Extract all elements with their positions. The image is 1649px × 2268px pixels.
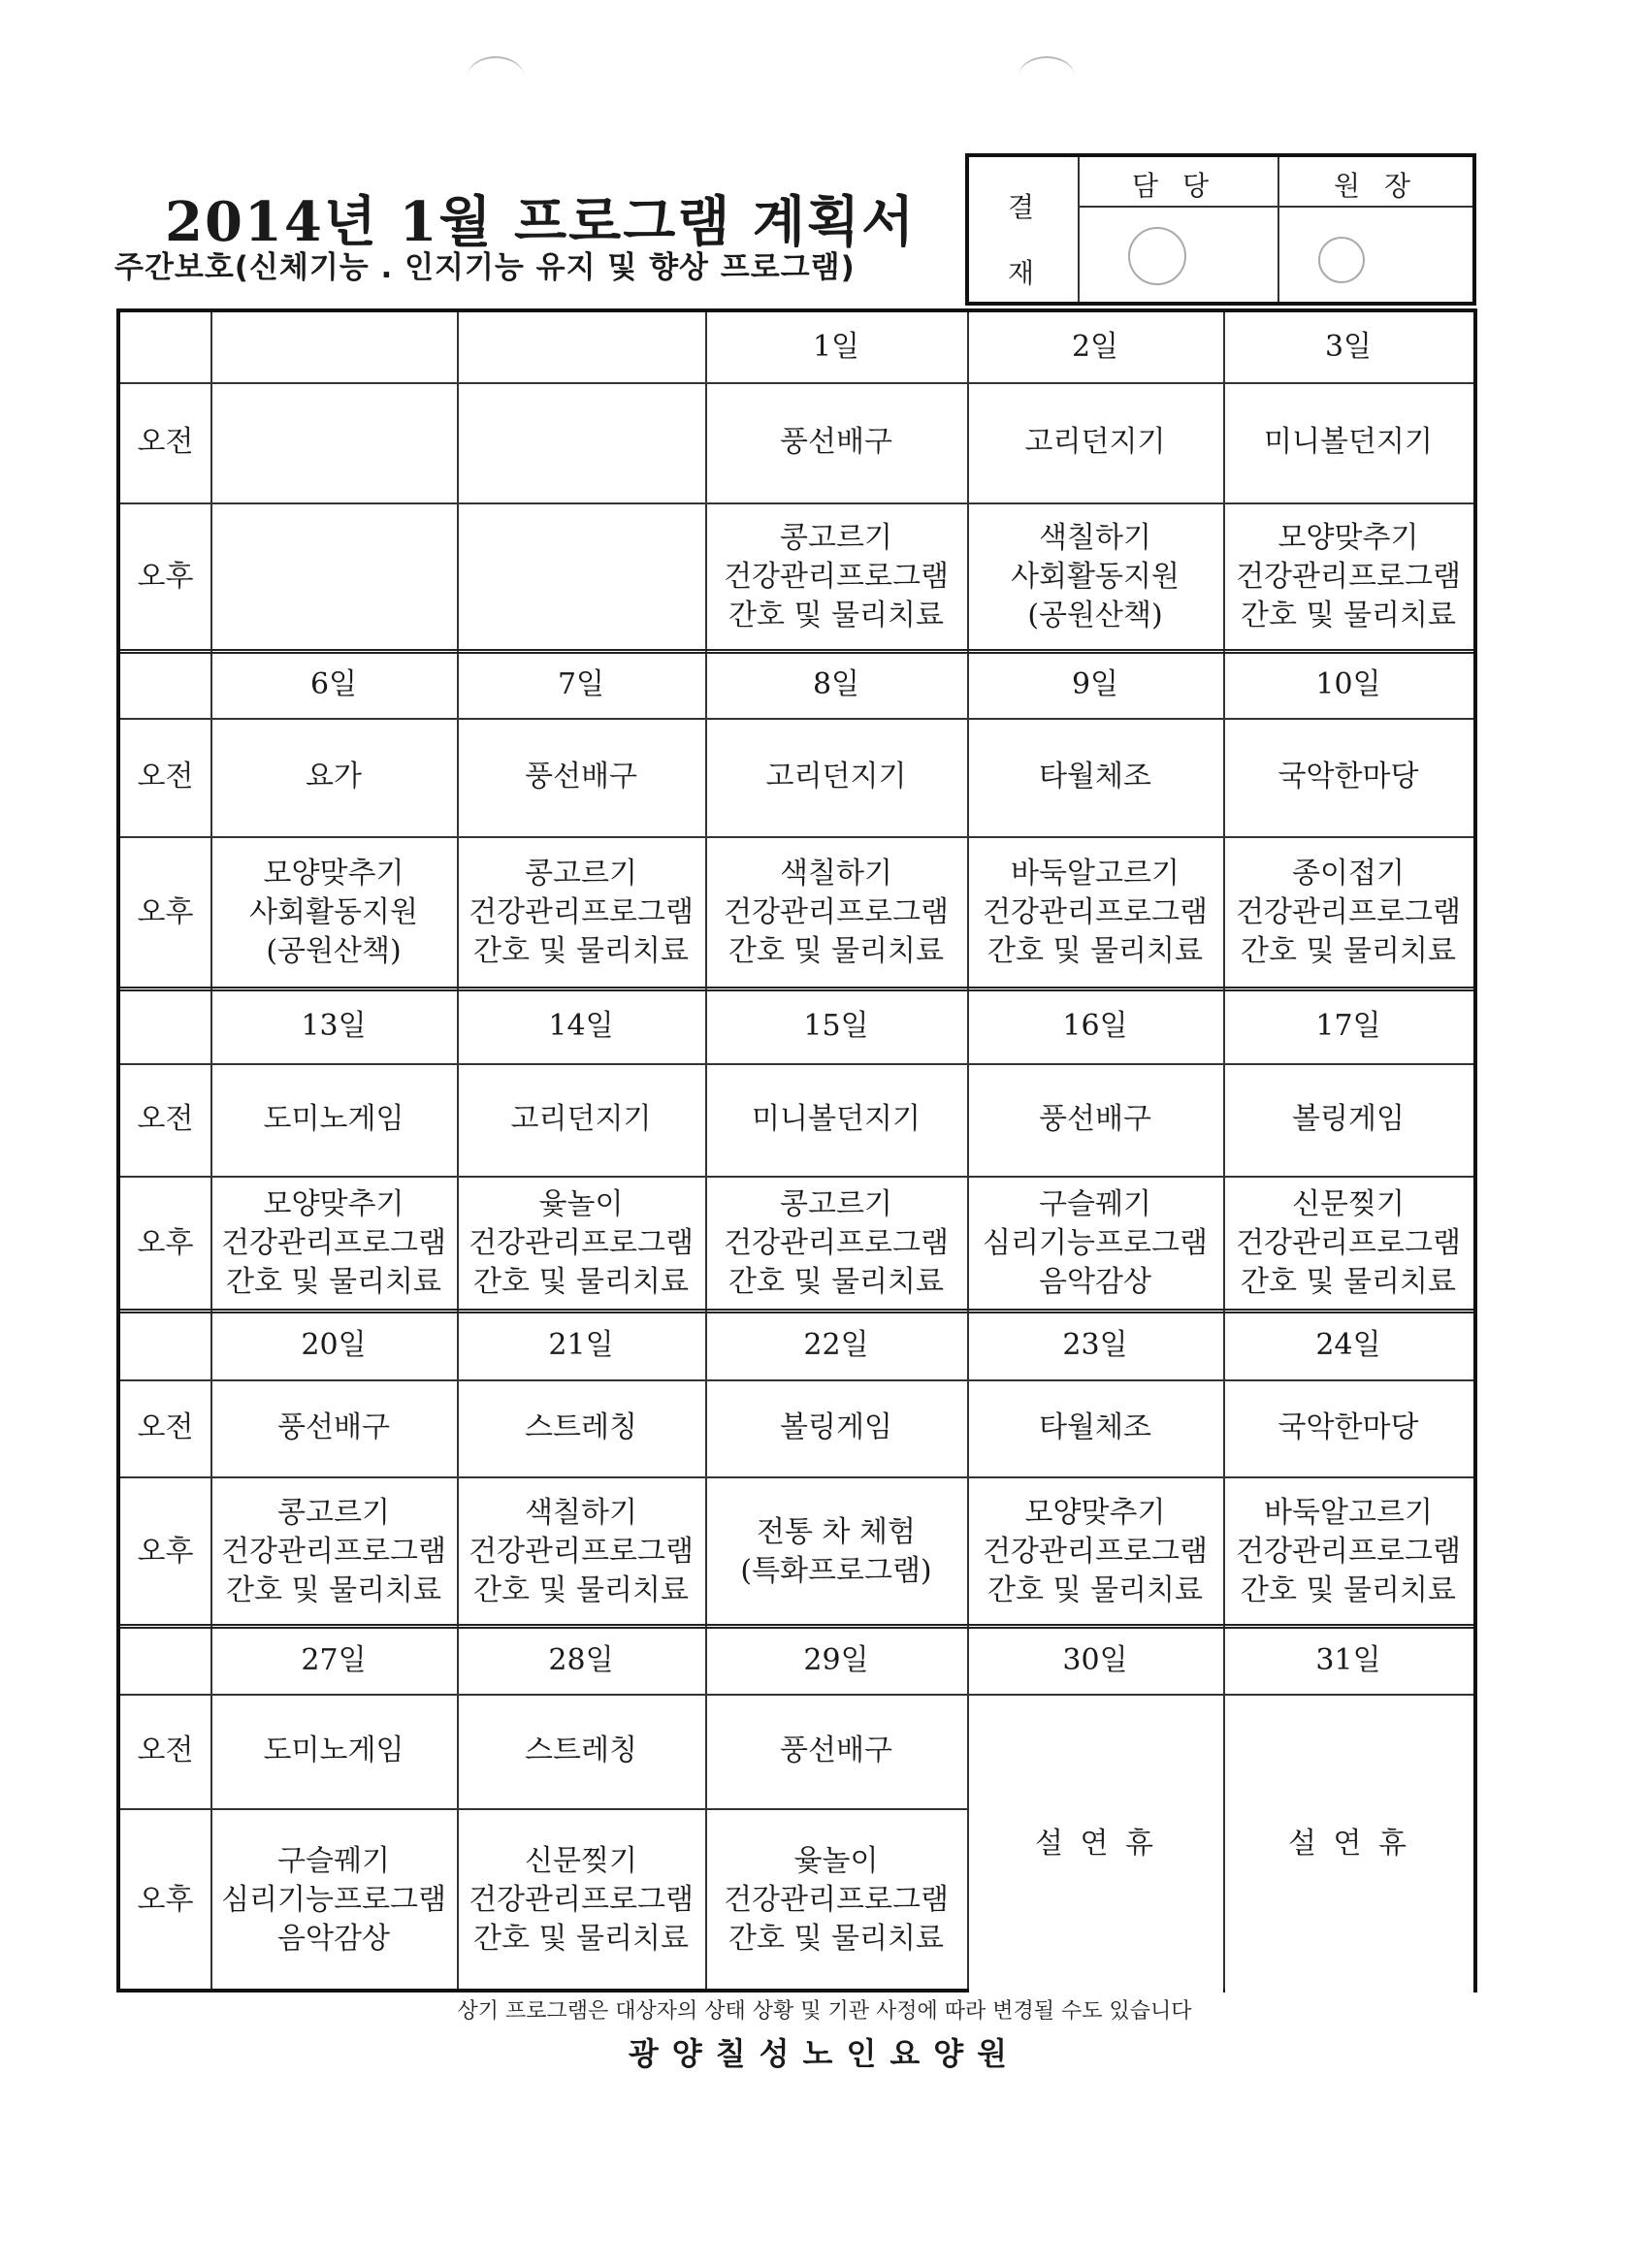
date-cell: 2일 <box>1071 330 1119 364</box>
schedule-table <box>116 308 1477 1993</box>
am-program-cell: 풍선배구 <box>780 1733 892 1767</box>
row-label-am: 오전 <box>137 1102 194 1136</box>
am-program-cell: 요가 <box>306 760 362 794</box>
pm-program-cell <box>457 502 705 652</box>
date-cell: 28일 <box>548 1642 614 1677</box>
approval-box <box>965 153 1476 306</box>
date-cell: 29일 <box>803 1642 869 1677</box>
date-cell: 10일 <box>1315 667 1381 701</box>
pm-program-cell <box>210 502 457 652</box>
pm-program-cell: 바둑알고르기 건강관리프로그램 간호 및 물리치료 <box>1236 1495 1461 1607</box>
footer-note: 상기 프로그램은 대상자의 상태 상황 및 기관 사정에 따라 변경될 수도 있습니다 <box>457 1999 1192 2024</box>
pm-program-cell: 모양맞추기 건강관리프로그램 간호 및 물리치료 <box>983 1495 1208 1607</box>
date-cell: 31일 <box>1315 1642 1381 1677</box>
row-label-pm: 오후 <box>137 1226 194 1260</box>
am-program-cell: 타월체조 <box>1039 1410 1151 1444</box>
am-program-cell: 볼링게임 <box>1292 1102 1405 1136</box>
pm-program-cell: 바둑알고르기 건강관리프로그램 간호 및 물리치료 <box>983 857 1208 968</box>
date-cell: 27일 <box>301 1642 367 1677</box>
pm-program-cell: 콩고르기 건강관리프로그램 간호 및 물리치료 <box>469 857 694 968</box>
date-cell: 9일 <box>1071 667 1119 701</box>
row-label-pm: 오후 <box>137 1883 194 1917</box>
am-program-cell: 스트레칭 <box>525 1410 637 1444</box>
am-program-cell: 풍선배구 <box>780 425 892 459</box>
page-title: 2014년 1월 프로그램 계획서 <box>165 190 917 254</box>
am-program-cell: 스트레칭 <box>525 1733 637 1767</box>
am-program-cell: 고리던지기 <box>510 1102 652 1136</box>
date-cell: 7일 <box>557 667 605 701</box>
row-label-pm: 오후 <box>137 560 194 594</box>
date-cell: 24일 <box>1315 1328 1381 1362</box>
date-cell: 30일 <box>1062 1642 1128 1677</box>
am-program-cell <box>210 382 457 502</box>
pm-program-cell: 모양맞추기 건강관리프로그램 간호 및 물리치료 <box>221 1187 446 1299</box>
approval-header-line <box>1078 206 1472 208</box>
am-program-cell: 풍선배구 <box>1039 1102 1151 1136</box>
punch-hole-left <box>468 56 524 97</box>
pm-program-cell: 색칠하기 사회활동지원 (공원산책) <box>1011 521 1180 632</box>
am-program-cell: 미니볼던지기 <box>752 1102 921 1136</box>
organization-name: 광양칠성노인요양원 <box>628 2035 1021 2072</box>
am-program-cell: 볼링게임 <box>780 1410 892 1444</box>
am-program-cell: 국악한마당 <box>1277 760 1419 794</box>
pm-program-cell: 종이접기 건강관리프로그램 간호 및 물리치료 <box>1236 857 1461 968</box>
pm-program-cell: 콩고르기 건강관리프로그램 간호 및 물리치료 <box>724 1187 949 1299</box>
approval-col-manager: 담 당 <box>1132 170 1216 202</box>
date-cell <box>210 312 457 382</box>
pm-program-cell: 구슬꿰기 심리기능프로그램 음악감상 <box>983 1187 1208 1299</box>
approval-divider <box>1277 157 1279 302</box>
row-label-am: 오전 <box>137 1410 194 1444</box>
am-program-cell: 풍선배구 <box>277 1410 390 1444</box>
pm-program-cell: 윷놀이 건강관리프로그램 간호 및 물리치료 <box>724 1844 949 1956</box>
date-cell <box>457 312 705 382</box>
pm-program-cell: 색칠하기 건강관리프로그램 간호 및 물리치료 <box>724 857 949 968</box>
page-subtitle: 주간보호(신체기능 . 인지기능 유지 및 향상 프로그램) <box>114 250 856 285</box>
date-cell: 22일 <box>803 1328 869 1362</box>
row-label-pm: 오후 <box>137 895 194 929</box>
holiday-cell: 설 연 휴 <box>1225 1696 1473 1993</box>
date-cell: 1일 <box>812 330 860 364</box>
am-program-cell: 도미노게임 <box>263 1733 404 1767</box>
pm-program-cell: 모양맞추기 사회활동지원 (공원산책) <box>249 857 418 968</box>
pm-program-cell: 콩고르기 건강관리프로그램 간호 및 물리치료 <box>724 521 949 632</box>
manager-stamp <box>1128 227 1186 285</box>
director-stamp <box>1318 237 1365 283</box>
pm-program-cell: 색칠하기 건강관리프로그램 간호 및 물리치료 <box>469 1495 694 1607</box>
date-cell: 13일 <box>301 1009 367 1043</box>
date-cell: 8일 <box>812 667 860 701</box>
row-label-am: 오전 <box>137 760 194 794</box>
row-label-am: 오전 <box>137 425 194 459</box>
am-program-cell: 고리던지기 <box>765 760 907 794</box>
am-program-cell: 타월체조 <box>1039 760 1151 794</box>
approval-col-director: 원 장 <box>1334 170 1418 202</box>
date-cell: 17일 <box>1315 1009 1381 1043</box>
date-cell: 15일 <box>803 1009 869 1043</box>
am-program-cell: 국악한마당 <box>1277 1410 1419 1444</box>
pm-program-cell: 신문찢기 건강관리프로그램 간호 및 물리치료 <box>469 1844 694 1956</box>
punch-hole-right <box>1018 56 1075 97</box>
approval-label-top: 결 <box>1008 191 1035 223</box>
am-program-cell: 미니볼던지기 <box>1264 425 1433 459</box>
date-cell: 20일 <box>301 1328 367 1362</box>
pm-program-cell: 구슬꿰기 심리기능프로그램 음악감상 <box>221 1844 446 1956</box>
pm-program-cell: 신문찢기 건강관리프로그램 간호 및 물리치료 <box>1236 1187 1461 1299</box>
date-cell: 21일 <box>548 1328 614 1362</box>
am-program-cell: 풍선배구 <box>525 760 637 794</box>
date-cell: 23일 <box>1062 1328 1128 1362</box>
date-cell: 6일 <box>309 667 358 701</box>
pm-program-cell: 콩고르기 건강관리프로그램 간호 및 물리치료 <box>221 1495 446 1607</box>
row-label-pm: 오후 <box>137 1534 194 1569</box>
pm-program-cell: 윷놀이 건강관리프로그램 간호 및 물리치료 <box>469 1187 694 1299</box>
row-label-am: 오전 <box>137 1733 194 1767</box>
am-program-cell: 고리던지기 <box>1024 425 1166 459</box>
am-program-cell <box>457 382 705 502</box>
pm-program-cell: 전통 차 체험 (특화프로그램) <box>740 1514 932 1588</box>
date-cell: 16일 <box>1062 1009 1128 1043</box>
approval-label-bottom: 재 <box>1008 257 1035 289</box>
date-cell: 3일 <box>1324 330 1373 364</box>
holiday-cell: 설 연 휴 <box>969 1696 1223 1993</box>
pm-program-cell: 모양맞추기 건강관리프로그램 간호 및 물리치료 <box>1236 521 1461 632</box>
date-cell: 14일 <box>548 1009 614 1043</box>
am-program-cell: 도미노게임 <box>263 1102 404 1136</box>
